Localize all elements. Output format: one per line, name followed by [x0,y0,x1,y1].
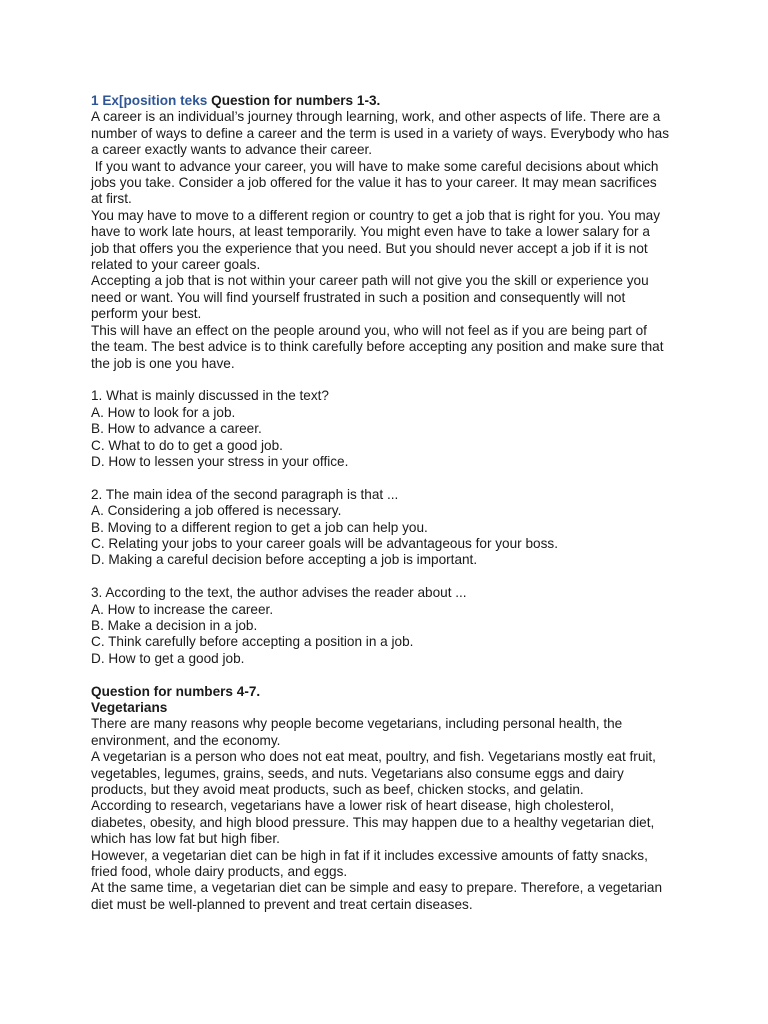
answer-option: A. How to increase the career. [91,601,274,617]
passage-line: environment, and the economy. [91,732,281,748]
passage-line: products, but they avoid meat products, such as beef, chicken stocks, and gelatin. [91,782,584,797]
passage-line: However, a vegetarian diet can be high in fat if it includes excessive amounts of fatty snacks, [91,847,648,863]
answer-option: C. Relating your jobs to your career goals will be advantageous for your boss. [91,535,558,551]
answer-option: B. How to advance a career. [91,421,262,437]
document-page [91,93,711,913]
answer-option: B. Make a decision in a job. [91,617,258,633]
passage-line: vegetables, legumes, grains, seeds, and nuts. Vegetarians also consume eggs and dairy [91,765,624,781]
passage-line: diabetes, obesity, and high blood pressure. This may happen due to a healthy vegetarian diet, [91,814,655,830]
section-1-heading [91,93,711,109]
passage-line: According to research, vegetarians have a lower risk of heart disease, high cholesterol, [91,798,614,814]
question-text: 2. The main idea of the second paragraph is that ... [91,486,399,502]
passage-line: fried food, whole dairy products, and eggs. [91,864,348,880]
passage-line: A career is an individual’s journey through learning, work, and other aspects of life. There are a [91,109,661,125]
spacer [91,667,711,683]
question-text: 1. What is mainly discussed in the text? [91,388,329,404]
question-block [91,585,711,667]
answer-option: D. How to lessen your stress in your office. [91,453,349,469]
question-text: 3. According to the text, the author advises the reader about ... [91,585,467,601]
answer-option: C. Think carefully before accepting a position in a job. [91,634,414,650]
passage-line: a career exactly wants to advance their career. [91,142,373,158]
answer-option: A. Considering a job offered is necessary. [91,503,342,519]
answer-option: D. Making a careful decision before accepting a job is important. [91,552,478,568]
passage-line: job that offers you the experience that you need. But you should never accept a job if it is not [91,240,648,256]
passage-line: at first. [91,191,132,207]
spacer [91,372,711,388]
passage-line: There are many reasons why people become vegetarians, including personal health, the [91,716,623,732]
question-block [91,487,711,569]
passage-line: diet must be well-planned to prevent and treat certain diseases. [91,896,473,912]
passage-line: need or want. You will find yourself frustrated in such a position and consequently will not [91,289,626,305]
section-2-passage [91,716,711,913]
passage-line: which has low fat but high fiber. [91,831,280,847]
section-1-label: 1 Ex[position teks [91,93,208,108]
passage-line: number of ways to define a career and the term is used in a variety of ways. Everybody who has [91,125,670,141]
passage-line: related to your career goals. [91,257,261,273]
passage-line: the job is one you have. [91,355,235,371]
answer-option: B. Moving to a different region to get a job can help you. [91,519,428,535]
passage-line: Accepting a job that is not within your career path will not give you the skill or experience you [91,273,649,289]
question-block [91,388,711,470]
passage-line: At the same time, a vegetarian diet can be simple and easy to prepare. Therefore, a vegetarian [91,880,663,896]
section-1-passage [91,109,711,372]
passage-line: jobs you take. Consider a job offered for the value it has to your career. It may mean sacrifices [91,175,657,191]
section-2-question-range: Question for numbers 4-7. [91,683,261,699]
passage-line: perform your best. [91,306,202,322]
answer-option: A. How to look for a job. [91,404,236,420]
passage-line: the team. The best advice is to think carefully before accepting any position and make sure that [91,339,664,355]
passage-line: have to work late hours, at least temporarily. You might even have to take a lower salary for a [91,224,650,240]
passage-line: A vegetarian is a person who does not eat meat, poultry, and fish. Vegetarians mostly eat fruit, [91,749,656,765]
passage-line: You may have to move to a different region or country to get a job that is right for you. You may [91,207,661,223]
spacer [91,470,711,486]
answer-option: C. What to do to get a good job. [91,437,283,453]
section-2-title: Vegetarians [91,699,168,715]
section-1-question-range: Question for numbers 1-3. [211,93,381,108]
passage-line: This will have an effect on the people around you, who will not feel as if you are being part of [91,322,647,338]
answer-option: D. How to get a good job. [91,650,245,666]
passage-line: If you want to advance your career, you will have to make some careful decisions about which [91,158,659,174]
spacer [91,569,711,585]
